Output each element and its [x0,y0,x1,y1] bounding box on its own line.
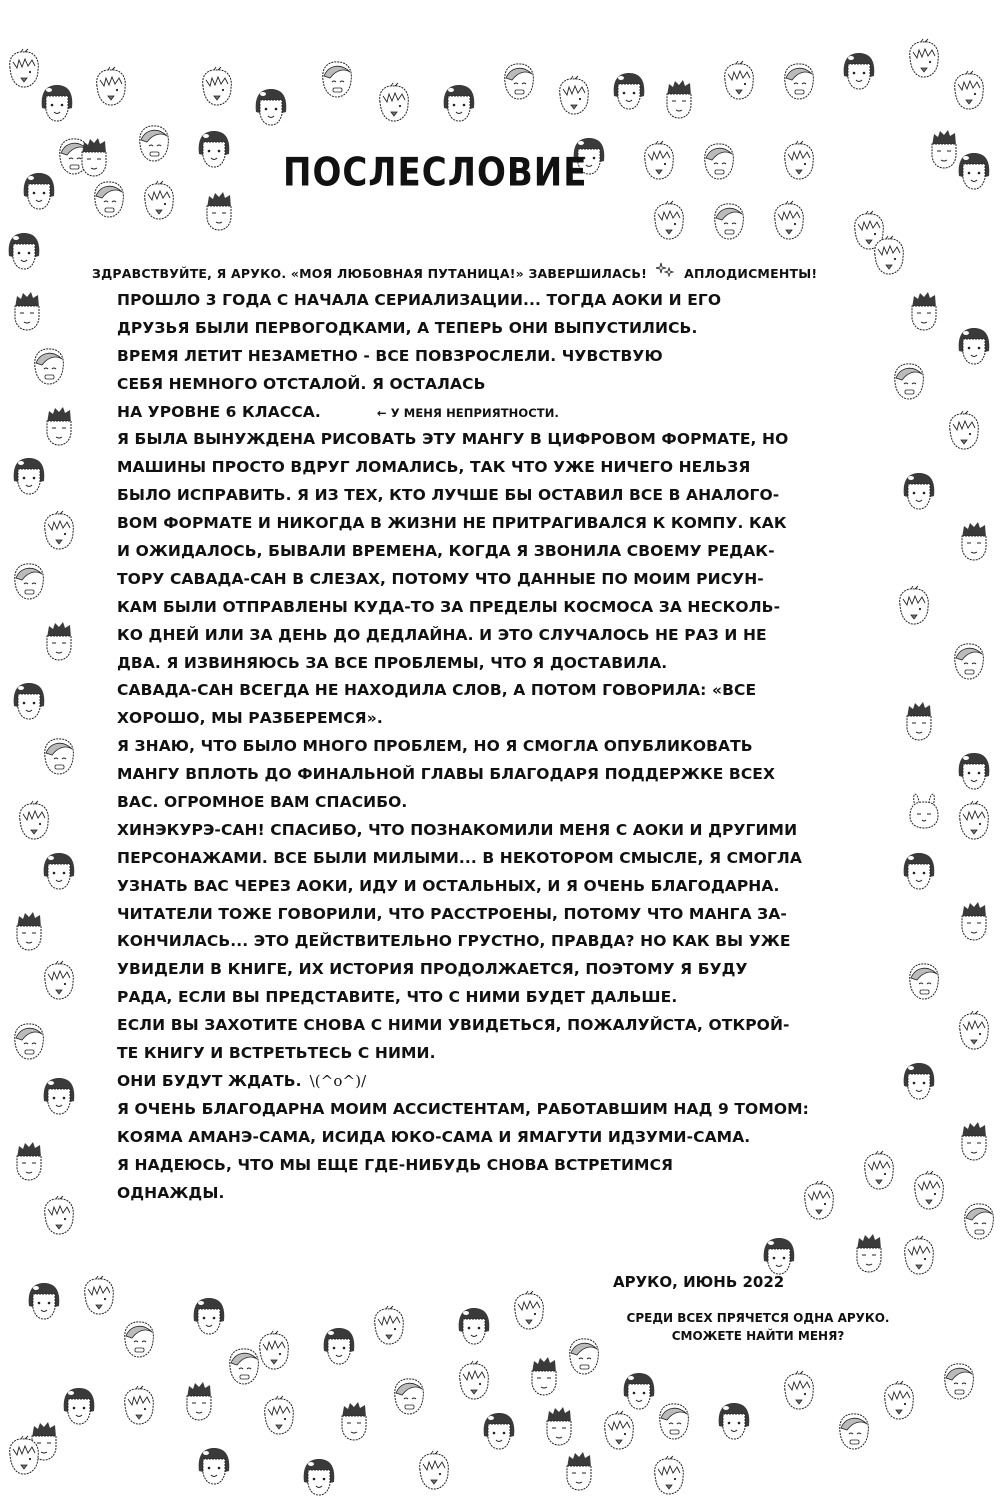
spiky-hair-boy-face-icon [75,136,113,178]
body-line [117,287,837,315]
bob-hair-girl-face-icon [320,1325,358,1367]
body-line-text: ТЕ КНИГУ И ВСТРЕТЬТЕСЬ С НИМИ. [117,1044,436,1063]
messy-hair-boy-face-icon [415,1450,453,1492]
messy-hair-boy-face-icon [895,585,933,627]
greeting-line [92,262,817,281]
body-line [117,566,837,594]
body-line-text: БЫЛО ИСПРАВИТЬ. Я ИЗ ТЕХ, КТО ЛУЧШЕ БЫ ОСТАВИЛ ВСЕ В АНАЛОГО- [117,486,780,505]
messy-hair-boy-face-icon [650,200,688,242]
messy-hair-boy-face-icon [5,1435,43,1477]
body-line [117,1152,837,1180]
bob-hair-girl-face-icon [40,1075,78,1117]
messy-hair-boy-face-icon [780,140,818,182]
spiky-hair-boy-face-icon [660,78,698,120]
body-line-text: УЗНАТЬ ВАС ЧЕРЕЗ АОКИ, ИДУ И ОСТАЛЬНЫХ, И Я ОЧЕНЬ БЛАГОДАРНА. [117,876,780,895]
bob-hair-girl-face-icon [195,1445,233,1487]
bob-hair-girl-face-icon [900,1060,938,1102]
bob-hair-girl-face-icon [10,680,48,722]
afterword-body [117,287,837,1207]
body-line-text: ОНИ БУДУТ ЖДАТЬ. [117,1071,302,1090]
side-swept-hair-face-icon [780,60,818,102]
body-line-text: Я ОЧЕНЬ БЛАГОДАРНА МОИМ АССИСТЕНТАМ, РАБОТАВШИМ НАД 9 ТОМОМ: [117,1099,809,1118]
bunny-face-icon [905,790,943,832]
side-swept-hair-face-icon [960,1200,998,1242]
body-line [117,1124,837,1152]
messy-hair-boy-face-icon [950,70,988,112]
greeting-text: ЗДРАВСТВУЙТЕ, Я АРУКО. «МОЯ ЛЮБОВНАЯ ПУТАНИЦА!» ЗАВЕРШИЛАСЬ! [92,266,647,281]
body-line-text: ПЕРСОНАЖАМИ. ВСЕ БЫЛИ МИЛЫМИ... В НЕКОТОРОМ СМЫСЛЕ, Я СМОГЛА [117,848,802,867]
bob-hair-girl-face-icon [955,750,993,792]
side-swept-hair-face-icon [710,200,748,242]
body-line [117,761,837,789]
body-line-text: КОНЧИЛАСЬ... ЭТО ДЕЙСТВИТЕЛЬНО ГРУСТНО, ПРАВДА? НО КАК ВЫ УЖЕ [117,932,791,951]
bob-hair-girl-face-icon [955,325,993,367]
body-line-text: Я ЗНАЮ, ЧТО БЫЛО МНОГО ПРОБЛЕМ, НО Я СМОГЛА ОПУБЛИКОВАТЬ [117,737,753,756]
spiky-hair-boy-face-icon [560,1450,598,1492]
spiky-hair-boy-face-icon [8,290,46,332]
hidden-note-line-1: СРЕДИ ВСЕХ ПРЯЧЕТСЯ ОДНА АРУКО. [626,1311,890,1325]
body-line-text: ТОРУ САВАДА-САН В СЛЕЗАХ, ПОТОМУ ЧТО ДАННЫЕ ПО МОИМ РИСУН- [117,569,764,588]
body-line [117,426,837,454]
body-line-text: МАШИНЫ ПРОСТО ВДРУГ ЛОМАЛИСЬ, ТАК ЧТО УЖЕ НИЧЕГО НЕЛЬЗЯ [117,458,751,477]
messy-hair-boy-face-icon [92,66,130,108]
body-line-text: ДВА. Я ИЗВИНЯЮСЬ ЗА ВСЕ ПРОБЛЕМЫ, ЧТО Я ДОСТАВИЛА. [117,653,668,672]
messy-hair-boy-face-icon [910,1170,948,1212]
spiky-hair-boy-face-icon [180,1380,218,1422]
messy-hair-boy-face-icon [80,1275,118,1317]
body-line-text: САВАДА-САН ВСЕГДА НЕ НАХОДИЛА СЛОВ, А ПОТОМ ГОВОРИЛА: «ВСЕ [117,681,757,700]
body-line-text: Я БЫЛА ВЫНУЖДЕНА РИСОВАТЬ ЭТУ МАНГУ В ЦИФРОВОМ ФОРМАТЕ, НО [117,430,789,449]
messy-hair-boy-face-icon [640,140,678,182]
body-line [117,705,837,733]
body-line [117,845,837,873]
body-line [117,873,837,901]
messy-hair-boy-face-icon [40,1195,78,1237]
bob-hair-girl-face-icon [40,850,78,892]
body-line [117,817,837,845]
side-swept-hair-face-icon [120,1318,158,1360]
bob-hair-girl-face-icon [440,82,478,124]
messy-hair-boy-face-icon [15,800,53,842]
messy-hair-boy-face-icon [40,510,78,552]
spiky-hair-boy-face-icon [10,1140,48,1182]
bob-hair-girl-face-icon [300,1456,338,1498]
body-line-text: КО ДНЕЙ ИЛИ ЗА ДЕНЬ ДО ДЕДЛАЙНА. И ЭТО СЛУЧАЛОСЬ НЕ РАЗ И НЕ [117,625,767,644]
spiky-hair-boy-face-icon [955,1120,993,1162]
messy-hair-boy-face-icon [650,1455,688,1497]
messy-hair-boy-face-icon [120,1385,158,1427]
body-line-text: СЕБЯ НЕМНОГО ОТСТАЛОЙ. Я ОСТАЛАСЬ [117,374,486,393]
body-line [117,956,837,984]
body-line-text: Я НАДЕЮСЬ, ЧТО МЫ ЕЩЕ ГДЕ-НИБУДЬ СНОВА ВСТРЕТИМСЯ [117,1155,674,1174]
body-line [117,901,837,929]
hidden-note-line-2: СМОЖЕТЕ НАЙТИ МЕНЯ? [671,1329,845,1343]
body-line [117,1180,837,1208]
bob-hair-girl-face-icon [900,470,938,512]
body-line-text: НА УРОВНЕ 6 КЛАССА. [117,402,321,421]
spiky-hair-boy-face-icon [540,1405,578,1447]
bob-hair-girl-face-icon [455,1305,493,1347]
body-line [117,650,837,678]
body-line-text: ЧИТАТЕЛИ ТОЖЕ ГОВОРИЛИ, ЧТО РАССТРОЕНЫ, ПОТОМУ ЧТО МАНГА ЗА- [117,904,787,923]
messy-hair-boy-face-icon [905,38,943,80]
messy-hair-boy-face-icon [198,66,236,108]
bob-hair-girl-face-icon [252,86,290,128]
body-line-text: МАНГУ ВПЛОТЬ ДО ФИНАЛЬНОЙ ГЛАВЫ БЛАГОДАРЯ ПОДДЕРЖКЕ ВСЕХ [117,765,776,784]
messy-hair-boy-face-icon [900,1235,938,1277]
body-line [117,371,837,399]
spiky-hair-boy-face-icon [900,700,938,742]
side-swept-hair-face-icon [500,60,538,102]
messy-hair-boy-face-icon [720,60,758,102]
body-line [117,622,837,650]
body-line [117,594,837,622]
side-swept-hair-face-icon [135,122,173,164]
body-line-text: РАДА, ЕСЛИ ВЫ ПРЕДСТАВИТЕ, ЧТО С НИМИ БУДЕТ ДАЛЬШЕ. [117,988,678,1007]
body-line-text: ПРОШЛО 3 ГОДА С НАЧАЛА СЕРИАЛИЗАЦИИ... ТОГДА АОКИ И ЕГО [117,291,722,309]
body-line-text: И ОЖИДАЛОСЬ, БЫВАЛИ ВРЕМЕНА, КОГДА Я ЗВОНИЛА СВОЕМУ РЕДАК- [117,542,775,561]
spiky-hair-boy-face-icon [10,910,48,952]
messy-hair-boy-face-icon [370,1305,408,1347]
body-line-text: ОДНАЖДЫ. [117,1183,225,1202]
messy-hair-boy-face-icon [955,800,993,842]
messy-hair-boy-face-icon [770,200,808,242]
messy-hair-boy-face-icon [510,1290,548,1332]
side-swept-hair-face-icon [700,140,738,182]
messy-hair-boy-face-icon [955,1010,993,1052]
spiky-hair-boy-face-icon [200,190,238,232]
side-swept-hair-face-icon [835,1410,873,1452]
side-swept-hair-face-icon [40,735,78,777]
side-swept-hair-face-icon [390,1375,428,1417]
bob-hair-girl-face-icon [38,82,76,124]
bob-hair-girl-face-icon [195,128,233,170]
bob-hair-girl-face-icon [840,50,878,92]
body-line-text: ЕСЛИ ВЫ ЗАХОТИТЕ СНОВА С НИМИ УВИДЕТЬСЯ, ПОЖАЛУЙСТА, ОТКРОЙ- [117,1016,790,1035]
body-line-text: КОЯМА АМАНЭ-САМА, ИСИДА ЮКО-САМА И ЯМАГУТИ ИДЗУМИ-САМА. [117,1127,751,1146]
body-line [117,343,837,371]
messy-hair-boy-face-icon [860,1150,898,1192]
messy-hair-boy-face-icon [600,1410,638,1452]
messy-hair-boy-face-icon [555,75,593,117]
bob-hair-girl-face-icon [190,1295,228,1337]
body-line-text: ВАС. ОГРОМНОЕ ВАМ СПАСИБО. [117,793,408,812]
side-swept-hair-face-icon [90,178,128,220]
body-line [117,928,837,956]
side-swept-hair-face-icon [565,1335,603,1377]
bob-hair-girl-face-icon [20,170,58,212]
messy-hair-boy-face-icon [780,1370,818,1412]
body-line [117,789,837,817]
bob-hair-girl-face-icon [10,455,48,497]
spiky-hair-boy-face-icon [40,620,78,662]
aside-note: ← У МЕНЯ НЕПРИЯТНОСТИ. [376,405,559,420]
messy-hair-boy-face-icon [880,1380,918,1422]
side-swept-hair-face-icon [890,360,928,402]
side-swept-hair-face-icon [950,640,988,682]
side-swept-hair-face-icon [655,1400,693,1442]
applause-text: АПЛОДИСМЕНТЫ! [684,266,818,281]
body-line [117,1040,837,1068]
body-line-text: УВИДЕЛИ В КНИГЕ, ИХ ИСТОРИЯ ПРОДОЛЖАЕТСЯ, ПОЭТОМУ Я БУДУ [117,960,748,979]
body-line [117,1068,837,1096]
body-line [117,399,837,427]
body-line-text: ВРЕМЯ ЛЕТИТ НЕЗАМЕТНО - ВСЕ ПОВЗРОСЛЕЛИ. ЧУВСТВУЮ [117,346,663,365]
messy-hair-boy-face-icon [870,235,908,277]
spiky-hair-boy-face-icon [850,1232,888,1274]
side-swept-hair-face-icon [940,1360,978,1402]
sparkle-icon [656,262,674,281]
body-line [117,1012,837,1040]
spiky-hair-boy-face-icon [905,290,943,332]
body-line [117,984,837,1012]
bob-hair-girl-face-icon [610,70,648,112]
bob-hair-girl-face-icon [620,1370,658,1412]
side-swept-hair-face-icon [905,960,943,1002]
messy-hair-boy-face-icon [260,1395,298,1437]
spiky-hair-boy-face-icon [955,520,993,562]
body-line [117,482,837,510]
body-line [117,677,837,705]
messy-hair-boy-face-icon [140,180,178,222]
bob-hair-girl-face-icon [760,1235,798,1277]
spiky-hair-boy-face-icon [335,1400,373,1442]
body-line [117,733,837,761]
side-swept-hair-face-icon [30,345,68,387]
bob-hair-girl-face-icon [60,1385,98,1427]
body-line [117,510,837,538]
hidden-note [603,1309,913,1345]
signature: АРУКО, ИЮНЬ 2022 [613,1273,785,1291]
messy-hair-boy-face-icon [945,410,983,452]
body-line-text: ХИНЭКУРЭ-САН! СПАСИБО, ЧТО ПОЗНАКОМИЛИ МЕНЯ С АОКИ И ДРУГИМИ [117,820,798,839]
bob-hair-girl-face-icon [480,1410,518,1452]
side-swept-hair-face-icon [225,1345,263,1387]
side-swept-hair-face-icon [10,560,48,602]
messy-hair-boy-face-icon [455,1360,493,1402]
side-swept-hair-face-icon [10,1020,48,1062]
body-line [117,538,837,566]
bob-hair-girl-face-icon [715,1400,753,1442]
bob-hair-girl-face-icon [955,150,993,192]
messy-hair-boy-face-icon [40,960,78,1002]
kaomoji-cheer: \(^o^)/ [309,1071,367,1090]
body-line-text: КАМ БЫЛИ ОТПРАВЛЕНЫ КУДА-ТО ЗА ПРЕДЕЛЫ КОСМОСА ЗА НЕСКОЛЬ- [117,597,781,616]
body-line-text: ВОМ ФОРМАТЕ И НИКОГДА В ЖИЗНИ НЕ ПРИТРАГИВАЛСЯ К КОМПУ. КАК [117,514,787,533]
bob-hair-girl-face-icon [900,850,938,892]
spiky-hair-boy-face-icon [955,900,993,942]
spiky-hair-boy-face-icon [40,405,78,447]
messy-hair-boy-face-icon [375,82,413,124]
body-line [117,1096,837,1124]
body-line-text: ХОРОШО, МЫ РАЗБЕРЕМСЯ». [117,709,383,728]
body-line [117,454,837,482]
body-line-text: ДРУЗЬЯ БЫЛИ ПЕРВОГОДКАМИ, А ТЕПЕРЬ ОНИ ВЫПУСТИЛИСЬ. [117,318,698,337]
bob-hair-girl-face-icon [25,1280,63,1322]
spiky-hair-boy-face-icon [525,1355,563,1397]
bob-hair-girl-face-icon [5,230,43,272]
side-swept-hair-face-icon [318,58,356,100]
body-line [117,315,837,343]
page-title: ПОСЛЕСЛОВИЕ [283,150,588,196]
